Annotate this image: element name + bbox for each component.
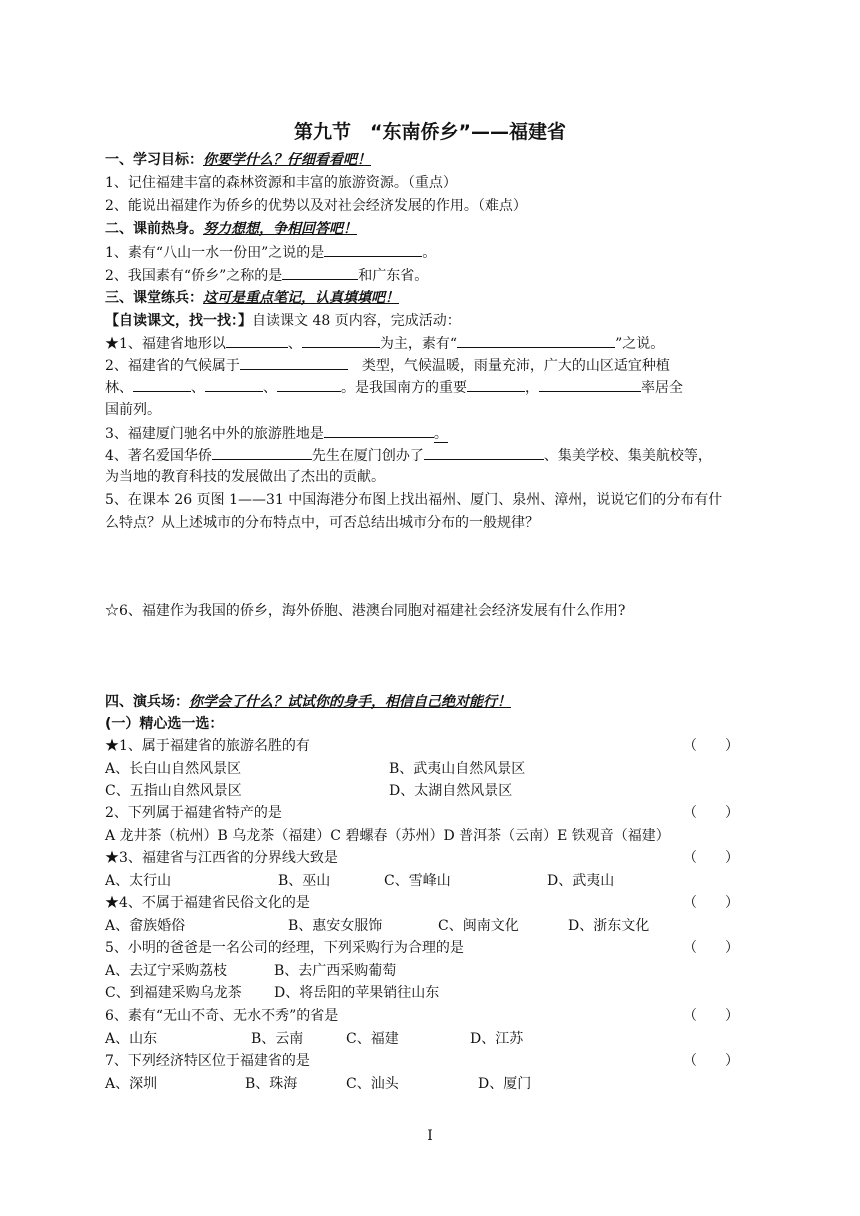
mc-question: 6、素有“无山不奇、无水不秀”的省是	[105, 1008, 339, 1024]
answer-blank[interactable]	[133, 377, 191, 392]
mc-option[interactable]: A、去辽宁采购荔枝	[105, 963, 228, 979]
mc-option[interactable]: B、武夷山自然风景区	[389, 761, 526, 777]
question-text: 2、我国素有“侨乡”之称的是	[105, 268, 283, 284]
mc-question: ★1、属于福建省的旅游名胜的有	[105, 738, 310, 754]
question-text: 。	[422, 245, 437, 261]
practice-q6: ☆6、福建作为我国的侨乡，海外侨胞、港澳台同胞对福建社会经济发展有什么作用?	[105, 603, 626, 619]
practice-q4-cont: 为当地的教育科技的发展做出了杰出的贡献。	[105, 469, 385, 485]
mc-question: 5、小明的爸爸是一名公司的经理，下列采购行为合理的是	[105, 940, 464, 956]
question-text: 、	[287, 336, 302, 352]
section-tagline: 努力想想，争相回答吧！	[203, 221, 357, 237]
mc-option[interactable]: C、福建	[346, 1031, 399, 1047]
answer-blank[interactable]	[424, 445, 544, 460]
practice-q2	[105, 355, 670, 375]
section-drill	[105, 692, 511, 712]
answer-paren[interactable]: （ ）	[683, 850, 739, 866]
mc-option[interactable]: B、云南	[251, 1031, 304, 1047]
mc-option[interactable]: D、江苏	[470, 1031, 524, 1047]
task-text: 自读课文 48 页内容，完成活动：	[252, 313, 461, 329]
question-text: 为主，素有“	[379, 336, 458, 352]
task-heading: 【自读课文，找一找：】	[105, 313, 252, 329]
mc-question: 2、下列属于福建省特产的是	[105, 805, 282, 821]
mc-option[interactable]: A、深圳	[105, 1076, 158, 1092]
question-text: 、	[191, 380, 205, 396]
answer-blank[interactable]	[324, 242, 422, 257]
reading-task	[105, 311, 461, 331]
question-text: 4、著名爱国华侨	[105, 448, 212, 464]
answer-blank[interactable]	[240, 355, 348, 370]
section-tagline: 这可是重点笔记，认真填填吧！	[203, 290, 399, 306]
mc-option[interactable]: B、惠安女服饰	[288, 918, 383, 934]
page-number: I	[427, 1128, 433, 1144]
section-tagline: 你要学什么？仔细看看吧！	[203, 152, 371, 168]
answer-paren[interactable]: （ ）	[683, 1008, 739, 1024]
mc-option[interactable]: B、去广西采购葡萄	[274, 963, 397, 979]
question-text: ，	[525, 380, 539, 396]
section-practice	[105, 288, 399, 308]
answer-paren[interactable]: （ ）	[683, 738, 739, 754]
question-text: 。是我国南方的重要	[341, 380, 467, 396]
practice-q2-cont	[105, 377, 683, 397]
mc-question: 7、下列经济特区位于福建省的是	[105, 1053, 310, 1069]
question-text: 、集美学校、集美航校等，	[543, 448, 712, 464]
mc-option[interactable]: C、闽南文化	[438, 918, 519, 934]
question-text: 先生在厦门创办了	[311, 448, 424, 464]
mc-option[interactable]: A、畲族婚俗	[105, 918, 186, 934]
mc-option[interactable]: A、长白山自然风景区	[105, 761, 242, 777]
question-text: 、	[263, 380, 277, 396]
answer-paren[interactable]: （ ）	[683, 940, 739, 956]
mc-option[interactable]: D、浙东文化	[568, 918, 650, 934]
answer-blank[interactable]	[205, 377, 263, 392]
goal-item: 2、能说出福建作为侨乡的优势以及对社会经济发展的作用。（难点）	[105, 198, 527, 214]
question-text: ★1、福建省地形以	[105, 336, 226, 352]
section-warmup	[105, 219, 357, 239]
goal-item: 1、记住福建丰富的森林资源和丰富的旅游资源。（重点）	[105, 175, 457, 191]
question-text: ”之说。	[615, 336, 665, 352]
question-text: 3、福建厦门驰名中外的旅游胜地是	[105, 426, 324, 442]
answer-paren[interactable]: （ ）	[683, 805, 739, 821]
mc-option[interactable]: D、太湖自然风景区	[389, 783, 513, 799]
question-text: 类型，气候温暖，雨量充沛，广大的山区适宜种植	[361, 358, 670, 374]
mc-option[interactable]: A、山东	[105, 1031, 158, 1047]
question-text: 和广东省。	[358, 268, 429, 284]
mc-option[interactable]: C、雪峰山	[384, 873, 451, 889]
question-text: 1、素有“八山一水一份田”之说的是	[105, 245, 325, 261]
warmup-q2	[105, 265, 428, 285]
practice-q5-cont: 么特点？从上述城市的分布特点中，可否总结出城市分布的一般规律？	[105, 515, 539, 531]
practice-q2-end: 国前列。	[105, 402, 161, 418]
section-heading: 一、学习目标：	[105, 152, 203, 168]
answer-blank[interactable]	[282, 265, 358, 280]
subsection-heading: (一）精心选一选：	[105, 716, 224, 732]
practice-q1	[105, 333, 664, 353]
mc-option[interactable]: D、武夷山	[547, 873, 615, 889]
section-heading: 四、演兵场：	[105, 694, 189, 710]
mc-option[interactable]: C、汕头	[346, 1076, 399, 1092]
section-tagline: 你学会了什么？试试你的身手，相信自己绝对能行！	[189, 694, 511, 710]
practice-q5: 5、在课本 26 页图 1——31 中国海港分布图上找出福州、厦门、泉州、漳州，说说它们的分布有什	[105, 492, 723, 508]
warmup-q1	[105, 242, 436, 262]
mc-question: ★3、福建省与江西省的分界线大致是	[105, 850, 338, 866]
mc-option[interactable]: A 龙井茶（杭州）B 乌龙茶（福建）C 碧螺春（苏州）D 普洱茶（云南）E 铁观音（福建）	[105, 828, 670, 844]
page-title: 第九节 “东南侨乡”——福建省	[294, 121, 566, 143]
question-text: 林、	[105, 380, 133, 396]
section-learning-goals	[105, 150, 371, 170]
question-text: 2、福建省的气候属于	[105, 358, 240, 374]
answer-blank[interactable]	[457, 333, 615, 348]
answer-blank[interactable]	[324, 423, 434, 438]
question-text: 率居全	[641, 380, 683, 396]
answer-blank[interactable]	[226, 333, 288, 348]
mc-option[interactable]: B、珠海	[245, 1076, 298, 1092]
answer-blank[interactable]	[302, 333, 380, 348]
question-text: 。	[433, 426, 448, 442]
practice-q3	[105, 423, 448, 443]
answer-blank[interactable]	[212, 445, 312, 460]
section-heading: 三、课堂练兵：	[105, 290, 203, 306]
practice-q4	[105, 445, 712, 465]
mc-option[interactable]: D、厦门	[478, 1076, 532, 1092]
mc-option[interactable]: A、太行山	[105, 873, 172, 889]
mc-option[interactable]: B、巫山	[278, 873, 331, 889]
mc-option[interactable]: D、将岳阳的苹果销往山东	[274, 985, 440, 1001]
answer-paren[interactable]: （ ）	[683, 895, 739, 911]
answer-blank[interactable]	[539, 377, 641, 392]
section-heading: 二、课前热身。	[105, 221, 203, 237]
answer-blank[interactable]	[277, 377, 341, 392]
mc-question: ★4、不属于福建省民俗文化的是	[105, 895, 310, 911]
answer-paren[interactable]: （ ）	[683, 1053, 739, 1069]
answer-blank[interactable]	[467, 377, 525, 392]
mc-option[interactable]: C、五指山自然风景区	[105, 783, 242, 799]
mc-option[interactable]: C、到福建采购乌龙茶	[105, 985, 242, 1001]
